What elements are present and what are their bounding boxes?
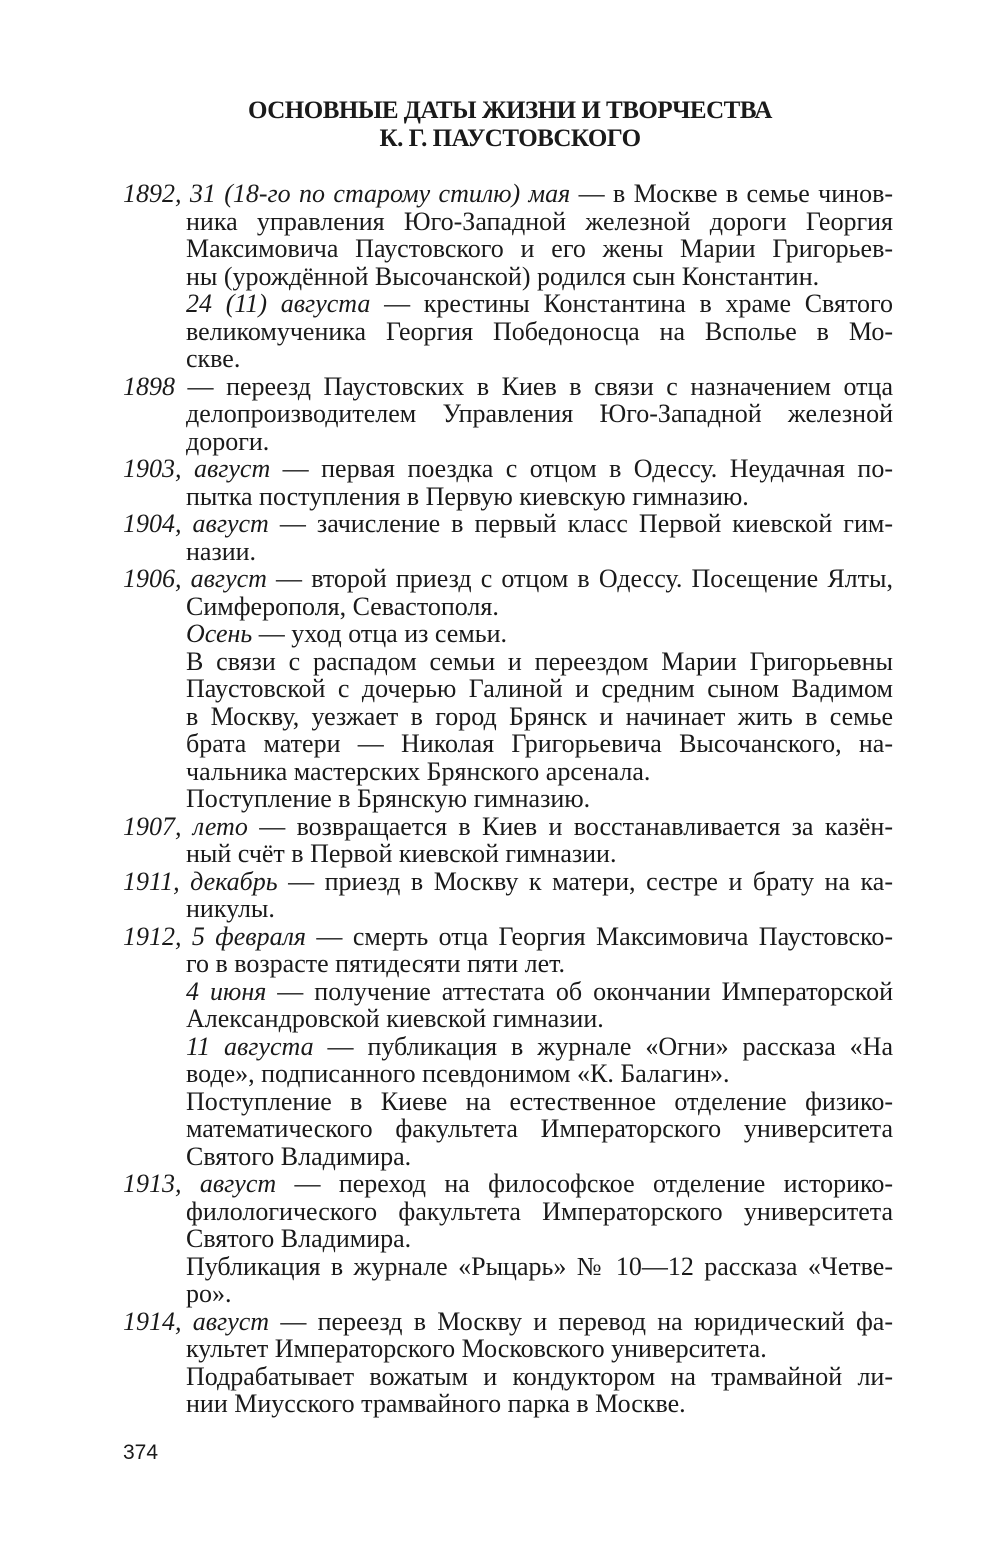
text-line [123, 345, 893, 373]
date-label: 1914, август [123, 1306, 270, 1336]
text-line [123, 318, 893, 346]
chronology-list [123, 180, 893, 1418]
text-line [123, 1198, 893, 1226]
entry-paragraph [123, 373, 893, 456]
line-text: Максимовича Паустовского и его жены Марии Григорьев- [186, 234, 893, 263]
text-line [123, 730, 893, 758]
line-text: — получение аттестата об окончании Императорской [266, 976, 893, 1006]
date-label: 1911, декабрь [123, 866, 278, 896]
line-text: — публикация в журнале «Огни» рассказа «На [313, 1031, 893, 1061]
line-text: Святого Владимира. [186, 1224, 412, 1253]
line-text: брата матери — Николая Григорьевича Высочанского, на- [186, 729, 893, 758]
text-line [123, 675, 893, 703]
chronology-entry [123, 868, 893, 923]
text-line [123, 1308, 893, 1336]
text-line [123, 180, 893, 208]
text-line [123, 510, 893, 538]
text-line [123, 648, 893, 676]
line-text: чальника мастерских Брянского арсенала. [186, 756, 651, 786]
line-text: Поступление в Киеве на естественное отделение физико- [186, 1086, 893, 1116]
text-line [123, 868, 893, 896]
date-label: 1907, лето [123, 811, 248, 841]
text-line [123, 923, 893, 951]
line-text: ный счёт в Первой киевской гимназии. [186, 839, 617, 868]
date-label: Осень [186, 619, 253, 648]
text-line [123, 950, 893, 978]
text-line [123, 1143, 893, 1171]
page-number: 374 [123, 1441, 159, 1464]
line-text: Поступление в Брянскую гимназию. [186, 784, 591, 813]
entry-paragraph [123, 923, 893, 978]
line-text: — переезд в Москву и перевод на юридический фа- [269, 1306, 893, 1336]
text-line [123, 208, 893, 236]
text-line [123, 428, 893, 456]
entry-paragraph [123, 1170, 893, 1253]
text-line [123, 1005, 893, 1033]
date-label: 1904, август [123, 509, 269, 538]
line-text: ника управления Юго-Западной железной дороги Георгия [186, 206, 893, 236]
entry-paragraph [123, 785, 893, 813]
line-text: — переезд Паустовских в Киев в связи с назначением отца [175, 371, 893, 401]
entry-paragraph [123, 455, 893, 510]
line-text: Святого Владимира. [186, 1141, 412, 1171]
entry-paragraph [123, 978, 893, 1033]
text-line [123, 290, 893, 318]
entry-paragraph [123, 620, 893, 648]
text-line [123, 1363, 893, 1391]
page-title-line-2: К. Г. ПАУСТОВСКОГО [379, 125, 641, 152]
date-label: 4 июня [186, 976, 267, 1006]
text-line [123, 455, 893, 483]
line-text: ны (урождённой Высочанской) родился сын Константин. [186, 261, 820, 291]
text-line [123, 1060, 893, 1088]
text-line [123, 400, 893, 428]
chronology-entry [123, 455, 893, 510]
text-line [123, 703, 893, 731]
date-label: 11 августа [186, 1031, 314, 1061]
text-line [123, 813, 893, 841]
text-line [123, 1088, 893, 1116]
line-text: никулы. [186, 894, 275, 923]
text-line [123, 483, 893, 511]
chronology-entry [123, 1308, 893, 1418]
entry-paragraph [123, 1308, 893, 1363]
text-line [123, 373, 893, 401]
date-label: 1906, август [123, 564, 267, 593]
line-text: Паустовской с дочерью Галиной и средним сыном Вадимом [186, 674, 893, 703]
line-text: дороги. [186, 426, 270, 456]
line-text: пытка поступления в Первую киевскую гимназию. [186, 481, 749, 511]
text-line [123, 593, 893, 621]
line-text: — возвращается в Киев и восстанавливается за казён- [247, 811, 893, 841]
text-line [123, 565, 893, 593]
line-text: — зачисление в первый класс Первой киевской гим- [268, 509, 893, 538]
entry-paragraph [123, 1253, 893, 1308]
chronology-entry [123, 1170, 893, 1308]
text-line [123, 1280, 893, 1308]
text-line [123, 840, 893, 868]
text-line [123, 1253, 893, 1281]
line-text: в Москву, уезжает в город Брянск и начинает жить в семье [186, 701, 893, 731]
entry-paragraph [123, 565, 893, 620]
line-text: культет Императорского Московского университета. [186, 1334, 767, 1363]
text-line [123, 785, 893, 813]
date-label: 1903, август [123, 454, 271, 483]
text-line [123, 758, 893, 786]
text-line [123, 1390, 893, 1418]
chronology-entry [123, 565, 893, 813]
page-title-line-1: ОСНОВНЫЕ ДАТЫ ЖИЗНИ И ТВОРЧЕСТВА [248, 97, 772, 124]
line-text: делопроизводителем Управления Юго-Западной железной [186, 399, 893, 428]
date-label: 1892, 31 (18-го по старому стилю) мая [123, 179, 571, 208]
line-text: скве. [186, 344, 241, 373]
chronology-entry [123, 813, 893, 868]
line-text: — первая поездка с отцом в Одессу. Неудачная по- [270, 454, 893, 483]
entry-paragraph [123, 868, 893, 923]
chronology-entry [123, 373, 893, 456]
line-text: Подрабатывает вожатым и кондуктором на трамвайной ли- [186, 1361, 893, 1391]
line-text: великомученика Георгия Победоносца на Всполье в Мо- [186, 316, 893, 346]
line-text: назии. [186, 536, 257, 566]
line-text: — крестины Константина в храме Святого [370, 289, 893, 318]
entry-paragraph [123, 510, 893, 565]
line-text: Публикация в журнале «Рыцарь» № 10—12 рассказа «Четве- [186, 1251, 893, 1281]
date-label: 1913, август [123, 1169, 277, 1198]
line-text: математического факультета Императорского университета [186, 1114, 893, 1143]
text-line [123, 620, 893, 648]
text-line [123, 1170, 893, 1198]
text-line [123, 1335, 893, 1363]
entry-paragraph [123, 1088, 893, 1171]
date-label: 1898 [123, 371, 175, 401]
line-text: — в Москве в семье чинов- [570, 179, 894, 208]
line-text: ро». [186, 1279, 232, 1308]
chronology-entry [123, 180, 893, 373]
line-text: — уход отца из семьи. [252, 619, 508, 648]
entry-paragraph [123, 180, 893, 290]
line-text: Симферополя, Севастополя. [186, 591, 499, 621]
chronology-entry [123, 923, 893, 1171]
line-text: — смерть отца Георгия Максимовича Паустовско- [306, 921, 893, 951]
entry-paragraph [123, 290, 893, 373]
text-line [123, 1115, 893, 1143]
entry-paragraph [123, 1363, 893, 1418]
line-text: нии Миусского трамвайного парка в Москве. [186, 1389, 686, 1418]
chronology-entry [123, 510, 893, 565]
line-text: филологического факультета Императорского университета [186, 1196, 893, 1226]
line-text: — приезд в Москву к матери, сестре и брату на ка- [277, 866, 893, 896]
text-line [123, 978, 893, 1006]
text-line [123, 1225, 893, 1253]
line-text: Александровской киевской гимназии. [186, 1004, 604, 1033]
text-line [123, 538, 893, 566]
line-text: — переход на философское отделение историко- [276, 1169, 893, 1198]
text-line [123, 263, 893, 291]
text-line [123, 1033, 893, 1061]
text-line [123, 235, 893, 263]
line-text: В связи с распадом семьи и переездом Марии Григорьевны [186, 646, 893, 676]
text-line [123, 895, 893, 923]
entry-paragraph [123, 1033, 893, 1088]
line-text: — второй приезд с отцом в Одессу. Посещение Ялты, [266, 564, 893, 593]
line-text: го в возрасте пятидесяти пяти лет. [186, 949, 566, 978]
entry-paragraph [123, 648, 893, 786]
date-label: 1912, 5 февраля [123, 921, 307, 951]
line-text: воде», подписанного псевдонимом «К. Балагин». [186, 1059, 730, 1088]
entry-paragraph [123, 813, 893, 868]
date-label: 24 (11) августа [186, 289, 371, 318]
